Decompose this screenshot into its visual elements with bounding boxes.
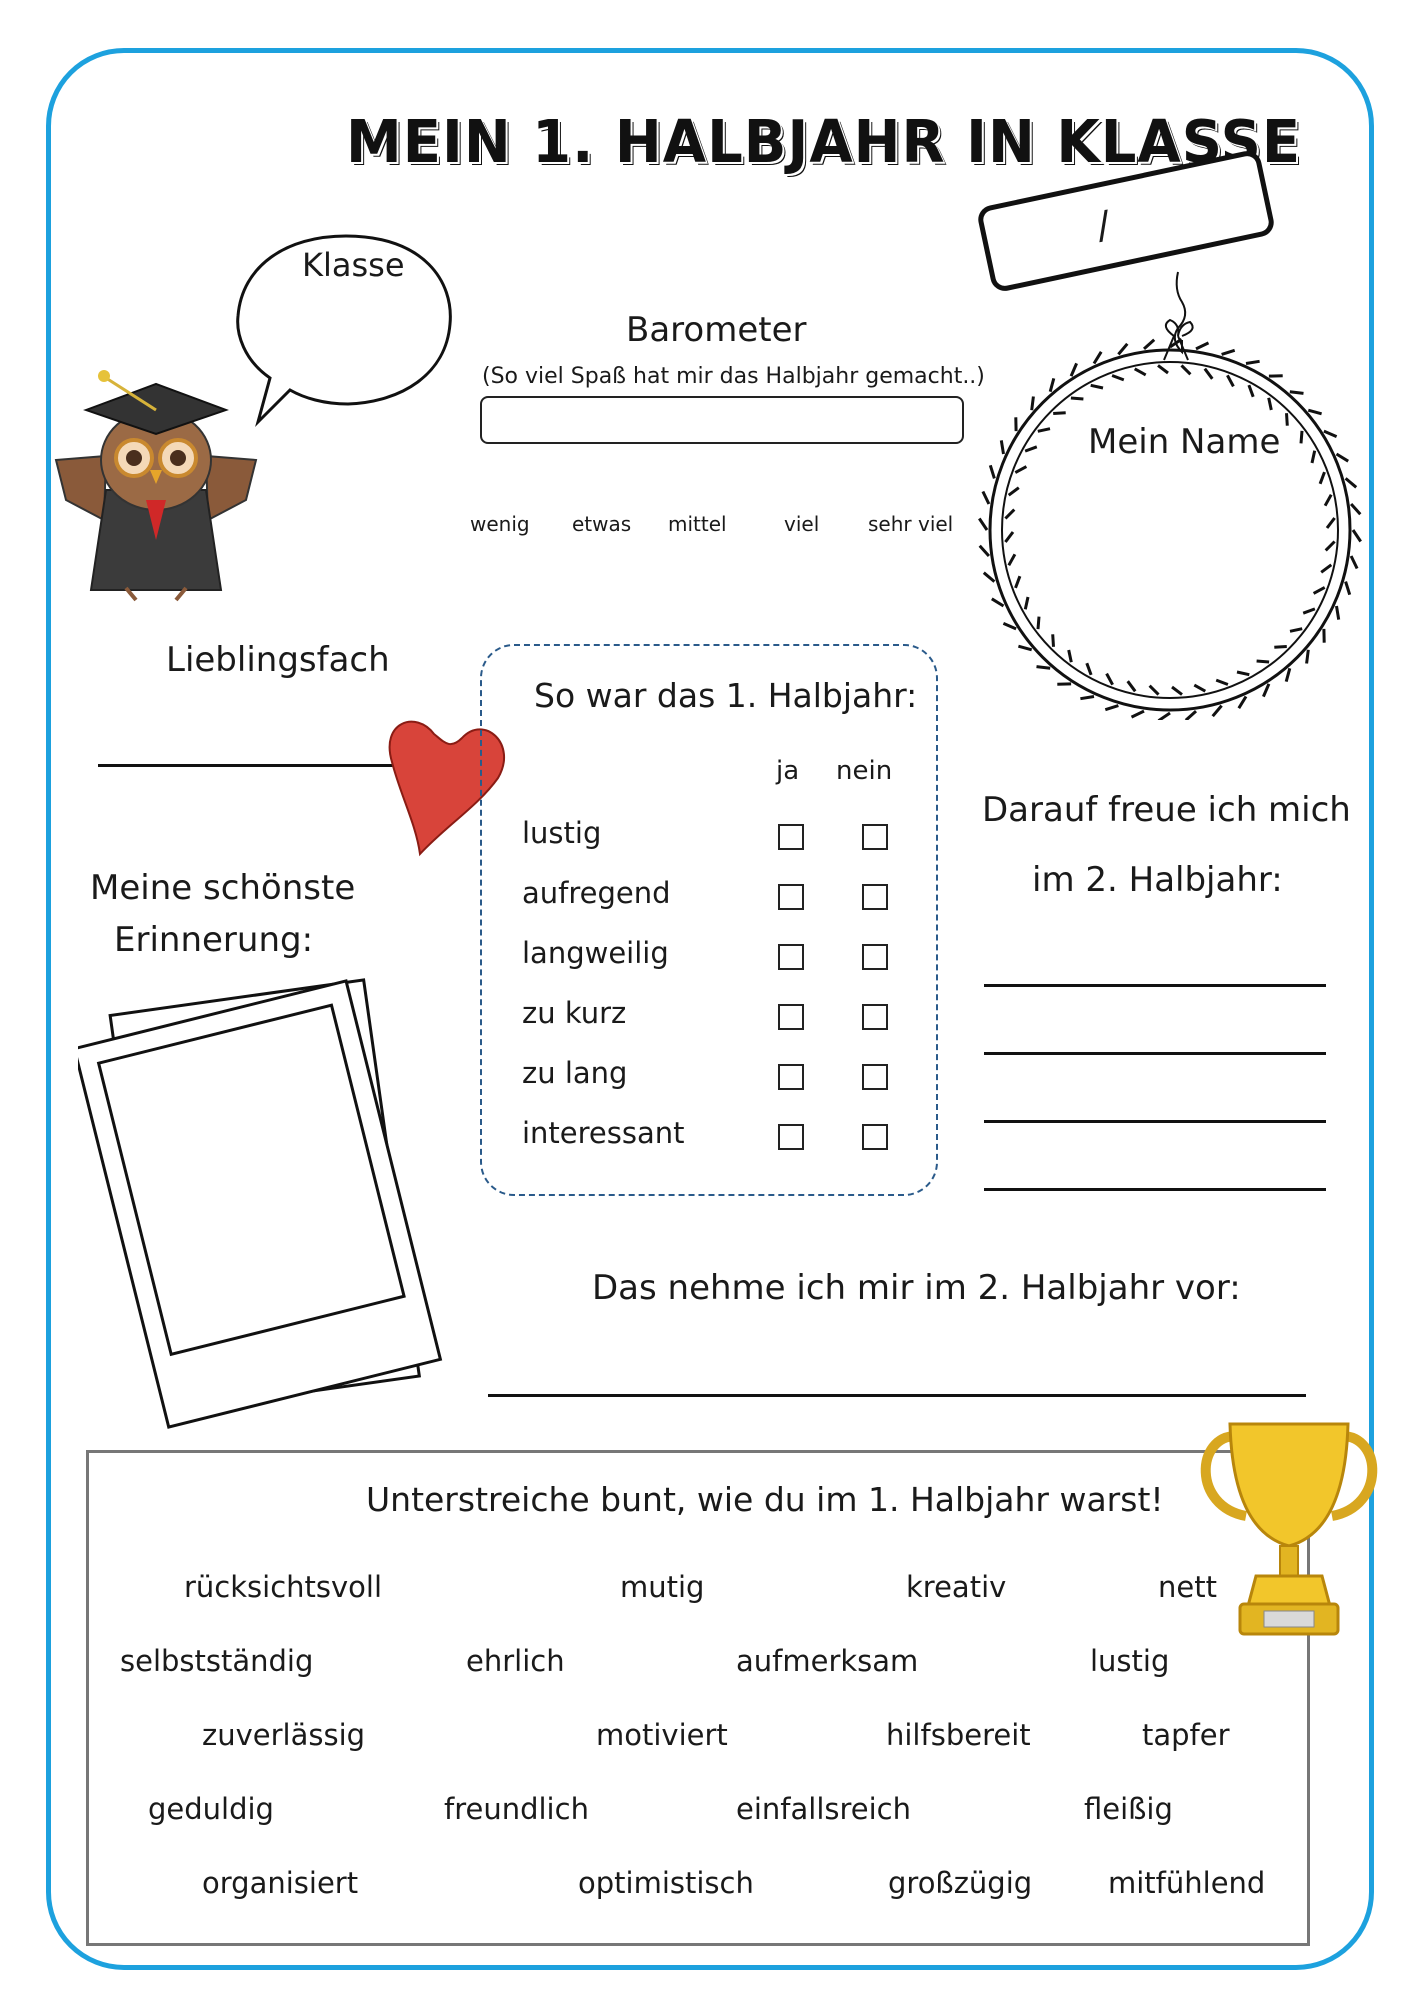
checklist-col-no: nein (836, 756, 893, 786)
trait-word[interactable]: ehrlich (466, 1644, 565, 1678)
checklist-item-label: zu lang (522, 1056, 628, 1090)
checklist-col-yes: ja (776, 756, 800, 786)
trait-word[interactable]: hilfsbereit (886, 1718, 1031, 1752)
trait-word[interactable]: organisiert (202, 1866, 359, 1900)
looking-forward-line-2[interactable] (984, 1052, 1326, 1055)
trait-word[interactable]: lustig (1090, 1644, 1170, 1678)
trait-word[interactable]: freundlich (444, 1792, 589, 1826)
photo-frame-illustration (78, 964, 474, 1454)
barometer-scale-wenig: wenig (470, 512, 530, 536)
trait-word[interactable]: mutig (620, 1570, 705, 1604)
favorite-subject-label: Lieblingsfach (166, 640, 390, 680)
looking-forward-line-1[interactable] (984, 984, 1326, 987)
date-sign-text: / (1094, 202, 1113, 248)
barometer-scale-sehr-viel: sehr viel (868, 512, 954, 536)
trait-word[interactable]: einfallsreich (736, 1792, 911, 1826)
checkbox-yes[interactable] (778, 1004, 804, 1030)
trait-word[interactable]: kreativ (906, 1570, 1007, 1604)
traits-title: Unterstreiche bunt, wie du im 1. Halbjahr warst! (366, 1480, 1164, 1519)
checklist-item-label: zu kurz (522, 996, 627, 1030)
memory-label-line2: Erinnerung: (114, 920, 314, 960)
resolution-label: Das nehme ich mir im 2. Halbjahr vor: (592, 1268, 1241, 1308)
trait-word[interactable]: aufmerksam (736, 1644, 919, 1678)
resolution-line[interactable] (488, 1394, 1306, 1397)
checkbox-yes[interactable] (778, 1124, 804, 1150)
checklist-card (480, 644, 938, 1196)
trait-word[interactable]: tapfer (1142, 1718, 1230, 1752)
checklist-title: So war das 1. Halbjahr: (534, 676, 918, 715)
barometer-title: Barometer (626, 310, 807, 350)
date-sign (979, 151, 1274, 290)
barometer-subtitle: (So viel Spaß hat mir das Halbjahr gemacht..) (482, 364, 985, 389)
looking-forward-line-3[interactable] (984, 1120, 1326, 1123)
name-label: Mein Name (1088, 422, 1281, 462)
barometer-scale-etwas: etwas (572, 512, 632, 536)
checkbox-yes[interactable] (778, 884, 804, 910)
trait-word[interactable]: fleißig (1084, 1792, 1173, 1826)
trait-word[interactable]: nett (1158, 1570, 1217, 1604)
checkbox-yes[interactable] (778, 1064, 804, 1090)
trait-word[interactable]: großzügig (888, 1866, 1033, 1900)
checkbox-no[interactable] (862, 884, 888, 910)
trait-word[interactable]: selbstständig (120, 1644, 314, 1678)
checkbox-no[interactable] (862, 1004, 888, 1030)
checkbox-no[interactable] (862, 824, 888, 850)
checkbox-no[interactable] (862, 1064, 888, 1090)
looking-forward-line-4[interactable] (984, 1188, 1326, 1191)
barometer-scale-mittel: mittel (668, 512, 727, 536)
trait-word[interactable]: zuverlässig (202, 1718, 366, 1752)
owl-graduate-illustration (46, 370, 266, 610)
checklist-item-label: langweilig (522, 936, 669, 970)
page-title-text: MEIN 1. HALBJAHR IN KLASSE (346, 108, 1302, 177)
trophy-icon (1196, 1406, 1382, 1642)
favorite-subject-line[interactable] (98, 764, 394, 767)
checkbox-no[interactable] (862, 1124, 888, 1150)
checkbox-yes[interactable] (778, 824, 804, 850)
checkbox-yes[interactable] (778, 944, 804, 970)
memory-label-line1: Meine schönste (90, 868, 356, 908)
speech-bubble-text: Klasse (302, 246, 405, 284)
trait-word[interactable]: motiviert (596, 1718, 728, 1752)
barometer-scale-viel: viel (784, 512, 820, 536)
trait-word[interactable]: rücksichtsvoll (184, 1570, 383, 1604)
trait-word[interactable]: geduldig (148, 1792, 274, 1826)
trait-word[interactable]: optimistisch (578, 1866, 754, 1900)
looking-forward-line2: im 2. Halbjahr: (1032, 860, 1283, 900)
trait-word[interactable]: mitfühlend (1108, 1866, 1266, 1900)
checklist-item-label: lustig (522, 816, 602, 850)
checkbox-no[interactable] (862, 944, 888, 970)
checklist-item-label: interessant (522, 1116, 685, 1150)
barometer-bar[interactable] (480, 396, 964, 444)
checklist-item-label: aufregend (522, 876, 671, 910)
looking-forward-line1: Darauf freue ich mich (982, 790, 1351, 830)
